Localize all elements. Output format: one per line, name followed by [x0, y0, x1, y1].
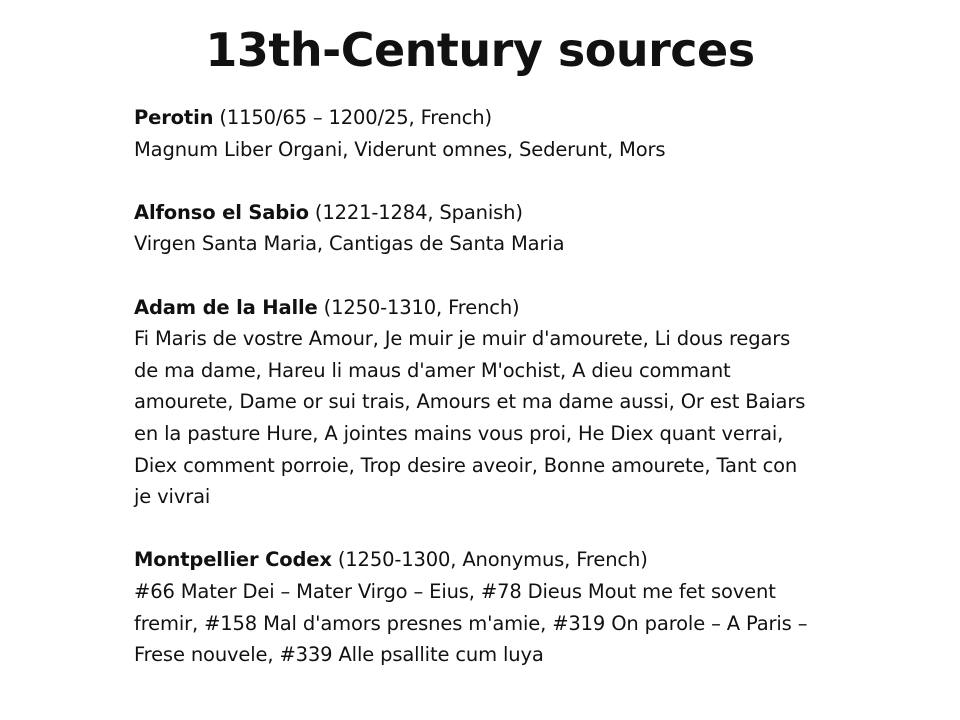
composer-details: (1221-1284, Spanish): [308, 200, 523, 224]
source-list: [134, 102, 814, 671]
composer-name: Montpellier Codex: [134, 548, 332, 572]
composer-details: (1150/65 – 1200/25, French): [213, 106, 492, 129]
composer-name: Perotin: [134, 106, 214, 129]
works-list: Virgen Santa Maria, Cantigas de Santa Maria: [134, 232, 565, 256]
composer-details: (1250-1310, French): [317, 295, 520, 319]
works-list: #66 Mater Dei – Mater Virgo – Eius, #78 Dieus Mout me fet sovent fremir, #158 Mal d'amors presnes m'amie, #319 On parole – A Paris – Frese nouvele, #339 Alle psallite cum luya: [134, 579, 808, 667]
composer-details: (1250-1300, Anonymus, French): [331, 548, 648, 572]
source-heading: [134, 292, 814, 324]
works-list: Magnum Liber Organi, Viderunt omnes, Sederunt, Mors: [134, 137, 666, 161]
source-entry-montpellier: [134, 544, 814, 670]
source-heading: [134, 544, 814, 576]
works-list: Fi Maris de vostre Amour, Je muir je muir d'amourete, Li dous regars de ma dame, Hareu li maus d'amer M'ochist, A dieu commant amourete, Dame or sui trais, Amours et ma dame aussi, Or est Baiars en la pasture Hure, A jointes mains vous proi, He Diex quant verrai, Diex comment porroie, Trop desire aveoir, Bonne amourete, Tant con je vivrai: [134, 327, 806, 509]
composer-name: Adam de la Halle: [134, 295, 318, 319]
source-entry-adam: [134, 292, 814, 513]
composer-name: Alfonso el Sabio: [134, 200, 309, 224]
source-entry-alfonso: [134, 197, 814, 260]
slide-title: 13th-Century sources: [205, 23, 755, 77]
source-heading: [134, 197, 814, 229]
source-heading: [134, 102, 814, 134]
source-entry-perotin: [134, 102, 814, 165]
